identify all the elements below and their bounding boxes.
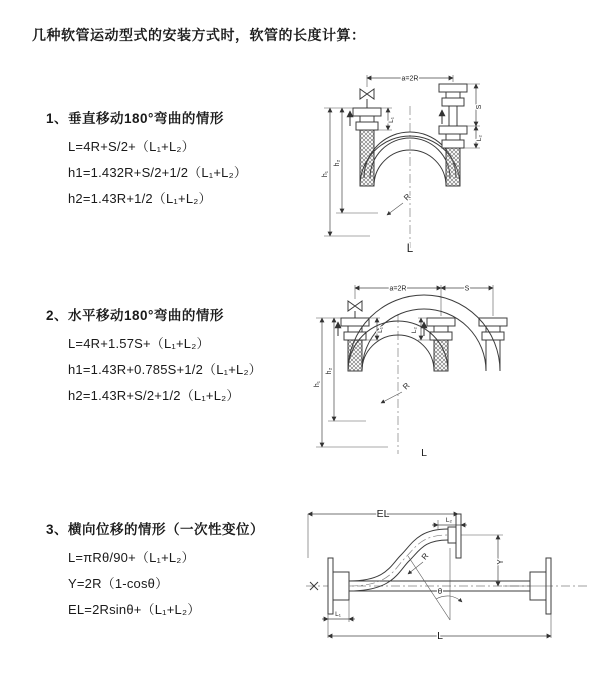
flange-right-upper [439,84,467,126]
dim-label-l1: L₁ [388,117,395,123]
hose-displaced-position [349,529,448,591]
radius-label: R [419,551,431,562]
dimension-s-l2 [464,84,483,148]
dim-label-h1: h₁ [314,380,321,388]
formula-length: L=4R+1.57S+（L₁+L₂） [68,336,210,351]
valve-icon [348,301,362,318]
dim-label-l1: L₁ [335,611,341,618]
construction-lines [408,548,462,620]
dim-label-l2: L₂ [476,134,483,142]
formula-h1: h1=1.432R+S/2+1/2（L₁+L₂） [68,165,248,180]
valve-icon [360,89,374,108]
dim-label-h1: h₁ [322,170,329,178]
formula-el: EL=2Rsinθ+（L₁+L₂） [68,602,201,617]
braided-hose-right [446,148,460,186]
dim-label-el: EL [376,508,390,520]
flange-left [341,318,369,340]
dim-label-h2: h₂ [334,159,341,167]
dim-label-l2: L₂ [445,517,453,524]
formula-length: L=4R+S/2+（L₁+L₂） [68,139,195,154]
dimension-l [328,614,551,642]
formula-h2: h2=1.43R+1/2（L₁+L₂） [68,191,212,206]
dim-label-s: S [476,104,483,110]
diagram-horizontal-180 [308,276,598,460]
radius-label: R [402,192,413,203]
flange-center [427,318,455,340]
dim-label-h2: h₂ [326,367,333,375]
dimension-el [308,508,458,558]
diagram-lateral-displacement [298,498,598,650]
section-1-heading: 1、垂直移动180°弯曲的情形 [46,111,224,126]
formula-y: Y=2R（1-cosθ） [68,576,169,591]
dim-label-l: L [437,630,443,642]
flange-right [479,318,507,340]
dim-label-l1: L₁ [377,327,384,333]
formula-length: L=πRθ/90+（L₁+L₂） [68,550,195,565]
formula-h1: h1=1.43R+0.785S+1/2（L₁+L₂） [68,362,262,377]
section-lateral-displacement [46,518,264,623]
section-horizontal-180 [46,304,262,409]
dim-label-a2r: a=2R [401,75,419,83]
dim-label-s: S [464,285,470,293]
length-label: L [421,447,427,459]
radius-label: R [401,381,412,392]
flange-left [328,558,349,614]
braided-hose-left [360,130,374,186]
hose-right-position [486,340,500,371]
radius-callout [381,381,412,403]
formula-h2: h2=1.43R+S/2+1/2（L₁+L₂） [68,388,240,403]
section-2-formulas [68,331,262,409]
page-title: 几种软管运动型式的安装方式时，软管的长度计算： [32,27,366,43]
dimension-a2r-s [355,285,493,316]
dim-label-l2: L₂ [411,326,418,334]
dim-label-a2r: a=2R [389,285,407,293]
section-3-formulas [68,545,264,623]
dim-label-y: Y [496,559,505,565]
angle-label: θ [437,587,443,596]
diagram-vertical-180 [310,66,600,258]
section-1-formulas [68,134,247,212]
dimension-l1 [322,600,355,622]
length-label: L [406,243,414,255]
section-2-heading: 2、水平移动180°弯曲的情形 [46,308,224,323]
section-3-heading: 3、横向位移的情形（一次性变位） [46,522,265,537]
flange-left [353,108,381,130]
flange-right-lower [439,126,467,148]
section-vertical-180 [46,107,247,212]
radius-callout [387,192,413,215]
radius-callout [408,551,431,574]
